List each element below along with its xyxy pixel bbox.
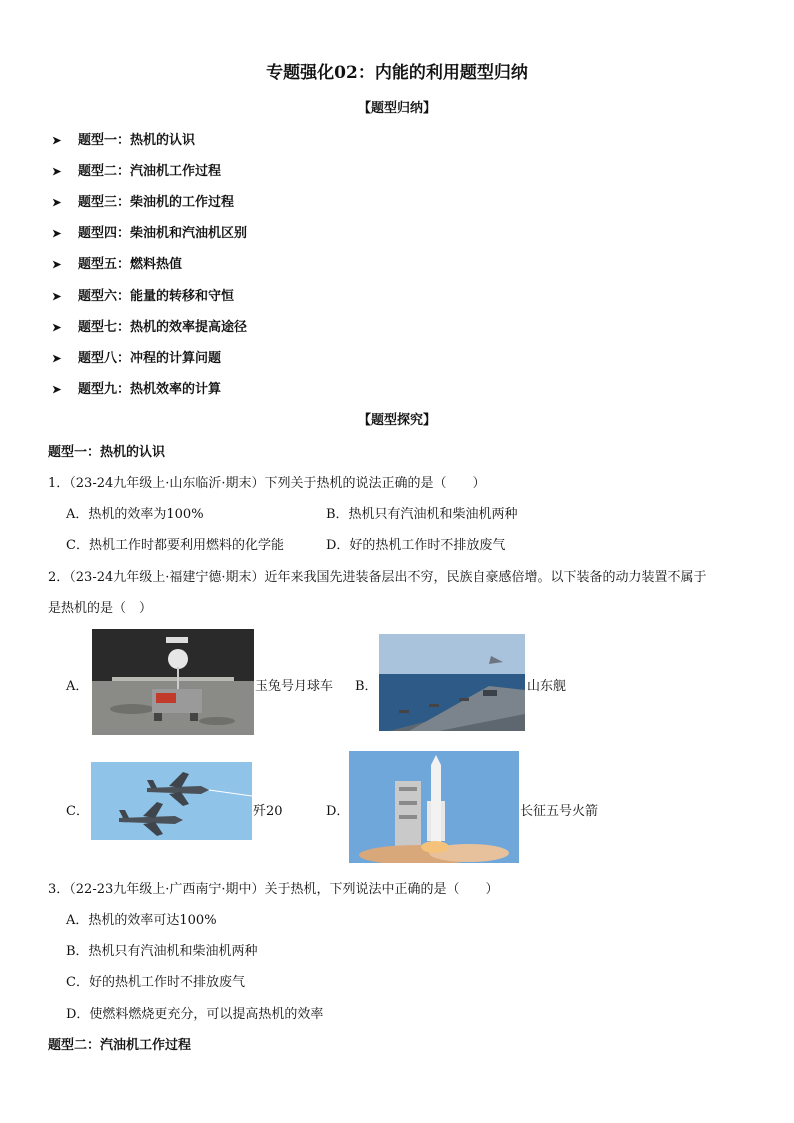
section-heading-explore: 【题型探究】 — [357, 413, 436, 428]
toc-item: ➤ 题型一：热机的认识 — [52, 133, 196, 148]
question-3-stem: 3．（22-23九年级上·广西南宁·期中）关于热机，下列说法中正确的是（ ） — [48, 882, 499, 897]
question-2-option-c-label: 歼20 — [253, 804, 283, 819]
question-2-option-b-label: 山东舰 — [527, 679, 567, 694]
arrow-bullet-icon: ➤ — [52, 227, 62, 240]
question-1-option-b: B．热机只有汽油机和柴油机两种 — [326, 507, 518, 522]
toc-item: ➤ 题型九：热机效率的计算 — [52, 382, 222, 397]
question-3-option-a: A．热机的效率可达100% — [66, 913, 217, 928]
question-2-stem: 2．（23-24九年级上·福建宁德·期末）近年来我国先进装备层出不穷，民族自豪感倍增。以下装备的动力装置不属于 — [48, 570, 707, 585]
question-1-option-a: A．热机的效率为100% — [66, 507, 204, 522]
arrow-bullet-icon: ➤ — [52, 165, 62, 178]
rocket-launch-image — [349, 751, 519, 863]
question-1-option-d: D．好的热机工作时不排放废气 — [326, 538, 506, 553]
question-1-stem: 1．（23-24九年级上·山东临沂·期末）下列关于热机的说法正确的是（ ） — [48, 476, 486, 491]
toc-item: ➤ 题型八：冲程的计算问题 — [52, 351, 222, 366]
arrow-bullet-icon: ➤ — [52, 258, 62, 271]
question-2-option-c-letter: C． — [66, 804, 89, 819]
toc-item: ➤ 题型二：汽油机工作过程 — [52, 164, 222, 179]
toc-item: ➤ 题型四：柴油机和汽油机区别 — [52, 226, 248, 241]
question-1-option-c: C．热机工作时都要利用燃料的化学能 — [66, 538, 284, 553]
arrow-bullet-icon: ➤ — [52, 290, 62, 303]
arrow-bullet-icon: ➤ — [52, 383, 62, 396]
toc-item: ➤ 题型三：柴油机的工作过程 — [52, 195, 235, 210]
question-2-stem-continued: 是热机的是（ ） — [48, 601, 153, 616]
question-3-option-c: C．好的热机工作时不排放废气 — [66, 975, 245, 990]
question-2-option-b-letter: B． — [355, 679, 378, 694]
arrow-bullet-icon: ➤ — [52, 352, 62, 365]
type-heading: 题型二：汽油机工作过程 — [48, 1038, 192, 1053]
question-3-option-b: B．热机只有汽油机和柴油机两种 — [66, 944, 258, 959]
type-heading: 题型一：热机的认识 — [48, 445, 166, 460]
question-3-option-d: D．使燃料燃烧更充分，可以提高热机的效率 — [66, 1007, 324, 1022]
page-title: 专题强化02：内能的利用题型归纳 — [266, 63, 528, 83]
question-2-option-a-letter: A． — [66, 679, 89, 694]
toc-item: ➤ 题型五：燃料热值 — [52, 257, 183, 272]
section-heading-summary: 【题型归纳】 — [357, 101, 436, 116]
toc-item: ➤ 题型七：热机的效率提高途径 — [52, 320, 248, 335]
toc-item: ➤ 题型六：能量的转移和守恒 — [52, 289, 235, 304]
aircraft-carrier-image — [379, 634, 525, 731]
fighter-jet-image — [91, 762, 252, 840]
question-2-option-d-letter: D． — [326, 804, 350, 819]
lunar-rover-image — [92, 629, 254, 735]
arrow-bullet-icon: ➤ — [52, 196, 62, 209]
arrow-bullet-icon: ➤ — [52, 321, 62, 334]
question-2-option-a-label: 玉兔号月球车 — [255, 679, 334, 694]
question-2-option-d-label: 长征五号火箭 — [520, 804, 599, 819]
arrow-bullet-icon: ➤ — [52, 134, 62, 147]
